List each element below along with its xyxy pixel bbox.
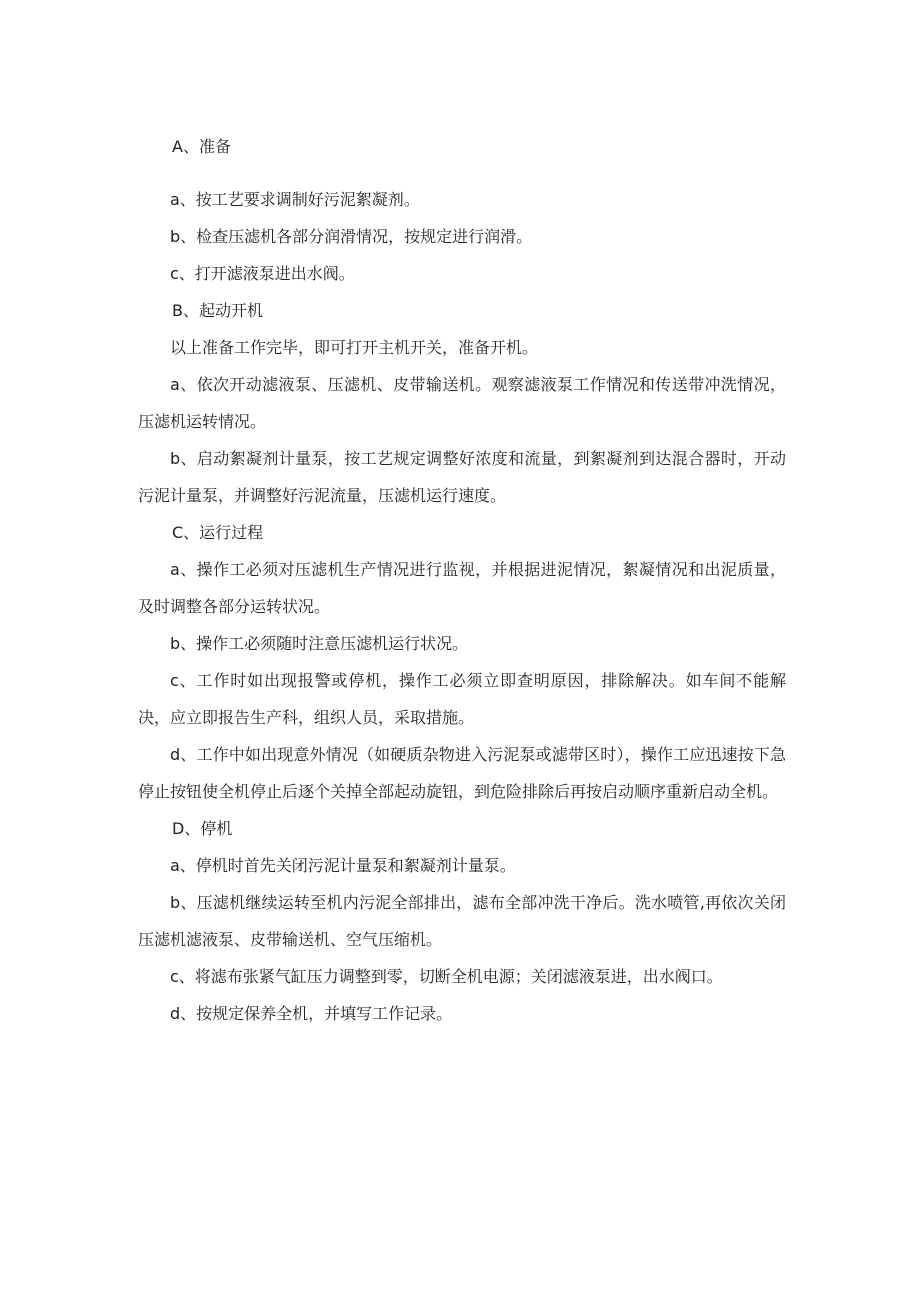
section-heading: B、起动开机	[172, 301, 263, 320]
paragraph: c、将滤布张紧气缸压力调整到零，切断全机电源；关闭滤液泵进，出水阀口。	[170, 967, 723, 986]
paragraph: c、打开滤液泵进出水阀。	[170, 264, 355, 283]
paragraph: b、检查压滤机各部分润滑情况，按规定进行润滑。	[170, 227, 533, 246]
paragraph: a、操作工必须对压滤机生产情况进行监视，并根据进泥情况，絮凝情况和出泥质量，及时调整各部分运转状况。	[138, 560, 786, 616]
paragraph: 以上准备工作完毕，即可打开主机开关，准备开机。	[170, 338, 539, 357]
paragraph: d、按规定保养全机，并填写工作记录。	[170, 1004, 453, 1023]
paragraph: b、启动絮凝剂计量泵，按工艺规定调整好浓度和流量，到絮凝剂到达混合器时，开动污泥计量泵，并调整好污泥流量，压滤机运行速度。	[138, 449, 786, 505]
paragraph: b、压滤机继续运转至机内污泥全部排出，滤布全部冲洗干净后。洗水喷管,再依次关闭压滤机滤液泵、皮带输送机、空气压缩机。	[138, 893, 786, 949]
document-body	[138, 128, 786, 1032]
paragraph: b、操作工必须随时注意压滤机运行状况。	[170, 634, 469, 653]
section-heading: C、运行过程	[172, 523, 264, 542]
section-heading: D、停机	[172, 819, 233, 838]
section-heading: A、准备	[172, 137, 231, 156]
paragraph: d、工作中如出现意外情况（如硬质杂物进入污泥泵或滤带区时），操作工应迅速按下急停止按钮使全机停止后逐个关掉全部起动旋钮，到危险排除后再按启动顺序重新启动全机。	[138, 745, 786, 801]
paragraph: c、工作时如出现报警或停机，操作工必须立即查明原因，排除解决。如车间不能解决，应立即报告生产科，组织人员，采取措施。	[138, 671, 786, 727]
paragraph: a、停机时首先关闭污泥计量泵和絮凝剂计量泵。	[170, 856, 516, 875]
paragraph: a、按工艺要求调制好污泥絮凝剂。	[170, 190, 420, 209]
paragraph: a、依次开动滤液泵、压滤机、皮带输送机。观察滤液泵工作情况和传送带冲洗情况，压滤机运转情况。	[138, 375, 786, 431]
